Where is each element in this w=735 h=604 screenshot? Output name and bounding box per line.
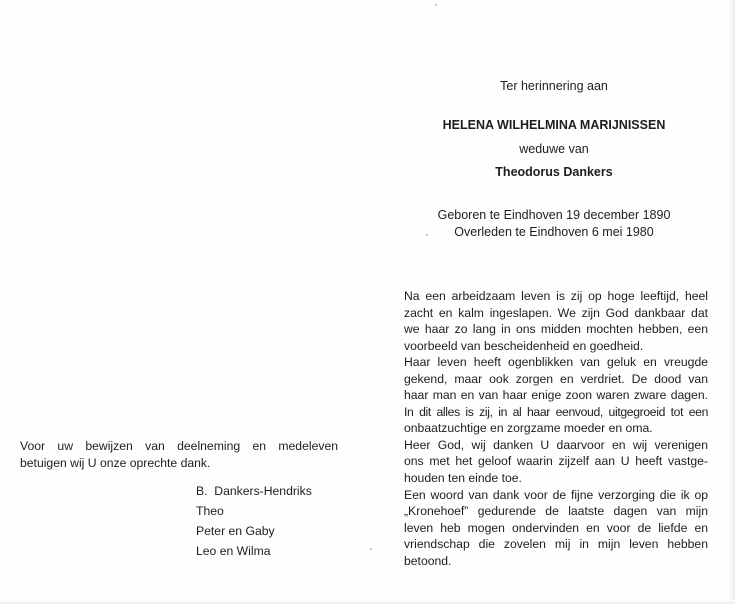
thanks-text xyxy=(20,438,338,472)
family-name: Leo en Wilma xyxy=(196,544,271,558)
thanks-line: betuigen wij U onze oprechte dank. xyxy=(20,456,211,470)
card-edge-shadow xyxy=(729,0,735,604)
biography-line: haar man en van haar enige zoon waren zware dagen. xyxy=(404,388,708,403)
biography-line: vriendschap die zovelen mij in mijn leven hebben xyxy=(404,537,708,552)
biography-line: zacht en kalm ingeslapen. We zijn God dankbaar dat xyxy=(404,305,708,320)
birth-line: Geboren te Eindhoven 19 december 1890 xyxy=(437,208,671,222)
thanks-line: Voor uw bewijzen van deelneming en medeleven xyxy=(20,439,338,453)
biography-line: houden ten einde toe. xyxy=(404,471,522,486)
family-name: B. Dankers-Hendriks xyxy=(196,484,312,498)
family-name: Theo xyxy=(196,504,224,518)
biography-line: In dit alles is zij, in al haar eenvoud, uitgegroeid tot een xyxy=(404,404,708,419)
biography-line: voorbeeld van bescheidenheid en goedheid. xyxy=(404,338,644,353)
biography-line: gekend, maar ook zorgen en verdriet. De dood van xyxy=(404,371,708,386)
deceased-name: HELENA WILHELMINA MARIJNISSEN xyxy=(442,118,666,132)
print-speck xyxy=(370,548,372,550)
biography-line: Haar leven heeft ogenblikken van geluk en vreugde xyxy=(404,355,708,370)
biography-line: Na een arbeidzaam leven is zij op hoge leeftijd, heel xyxy=(404,289,708,303)
spouse-name: Theodorus Dankers xyxy=(495,165,613,179)
biography-line: ons met het geloof waarin zijzelf aan U heeft vastge- xyxy=(404,454,708,469)
death-line: Overleden te Eindhoven 6 mei 1980 xyxy=(454,225,654,239)
family-names xyxy=(196,481,312,561)
print-speck xyxy=(435,4,437,6)
biography-line: onbaatzuchtige en zorgzame moeder en oma. xyxy=(404,421,653,436)
biography-line: we haar zo lang in ons midden mochten hebben, een xyxy=(404,322,708,337)
intro-text: Ter herinnering aan xyxy=(500,79,608,93)
family-name: Peter en Gaby xyxy=(196,524,275,538)
card-edge-shadow xyxy=(0,600,735,604)
biography-line: leven heb mogen ondervinden en voor de liefde en xyxy=(404,520,708,535)
biography-line: betoond. xyxy=(404,553,452,568)
biography-text xyxy=(404,288,708,569)
biography-line: Heer God, wij danken U daarvoor en wij verenigen xyxy=(404,437,708,452)
biography-line: Een woord van dank voor de fijne verzorging die ik op xyxy=(404,487,708,502)
biography-line: „Kronehoef” gedurende de laatste dagen van mijn xyxy=(404,504,708,519)
relation-text: weduwe van xyxy=(519,142,589,156)
